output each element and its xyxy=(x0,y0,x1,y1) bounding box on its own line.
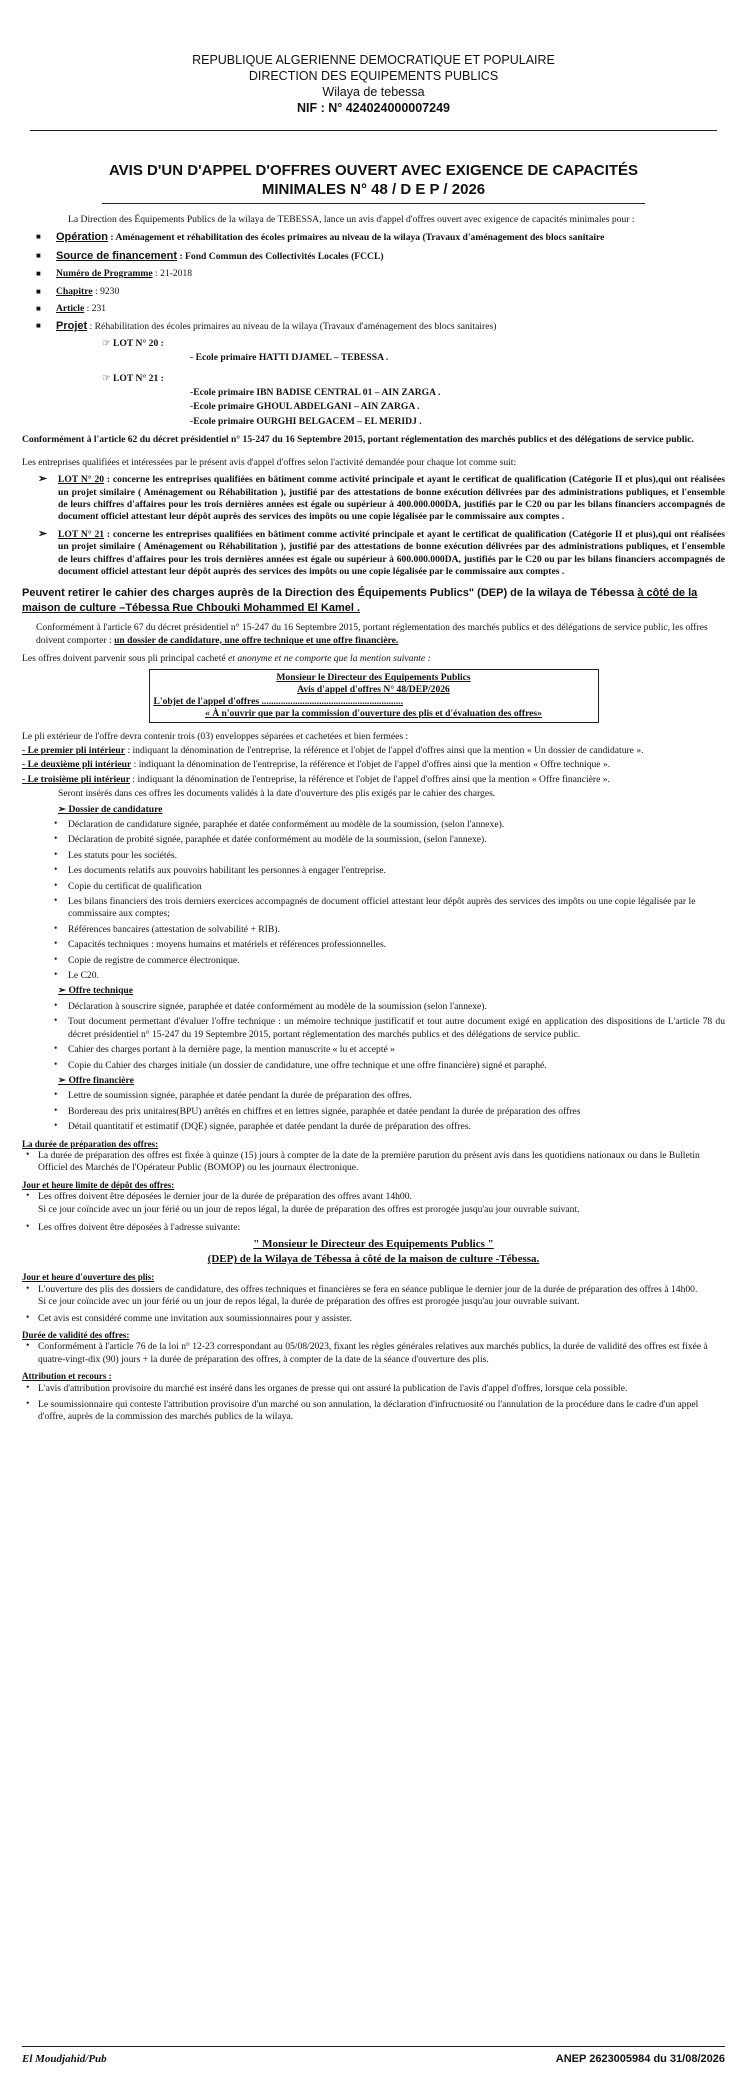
pli-3-text: : indiquant la dénomination de l'entreprise, la référence et l'objet de l'appel d'offres ainsi que la mention « Offre financière ». xyxy=(132,773,610,785)
retirer-text: Peuvent retirer le cahier des charges auprès de la Direction des Équipements Publics" (DEP) de la wilaya de Tébessa xyxy=(22,587,635,600)
article-value: : 231 xyxy=(86,303,107,315)
lot21-ecole-1: -Ecole primaire IBN BADISE CENTRAL 01 – AIN ZARGA . xyxy=(190,387,441,399)
box-line-2: Avis d'appel d'offres N° 48/DEP/2026 xyxy=(297,683,450,695)
dossier-item: • Copie de registre de commerce électronique. xyxy=(22,955,725,967)
dossier-item: • Copie du certificat de qualification xyxy=(22,881,725,893)
conformement-62: Conformément à l'article 62 du décret présidentiel n° 15-247 du 16 Septembre 2015, portant réglementation des marchés publics et des délégations de service public. xyxy=(22,434,694,446)
ouverture-text-3: • Cet avis est considéré comme une invitation aux soumissionnaires pour y assister. xyxy=(22,1313,725,1325)
validite-text: • Conformément à l'article 76 de la loi n° 12-23 correspondant au 05/08/2023, fixant les règles générales relatives aux marchés publics, la durée de validité des offres est fixée à quatre-vingt-dix (90) jours + la durée de préparation des offres, à compter de la date de la séance d'ouverture des plis. xyxy=(22,1341,725,1366)
footer-reference: ANEP 2623005984 du 31/08/2026 xyxy=(555,2053,725,2065)
parvenir-text: Les offres doivent parvenir sous pli principal cacheté xyxy=(22,653,226,665)
arrow-icon: ➢ xyxy=(58,803,67,815)
notice-title: AVIS D'UN D'APPEL D'OFFRES OUVERT AVEC EXIGENCE DE CAPACITÉS xyxy=(108,162,639,179)
technique-item: • Tout document permettant d'évaluer l'offre technique : un mémoire technique justificatif et tout autre document exigé en application des dispositions de L'article 78 du décret présidentiel n° 15-247 du 19 Septembre 2015, portant réglementation des marchés publics et des délégations de service public. xyxy=(22,1016,725,1041)
dossier-title: Dossier de candidature xyxy=(68,803,163,815)
dossier-item: • Les bilans financiers des trois derniers exercices accompagnés de document officiel attestant leur dépôt auprès des services des impôts ou une copie légalisée par le commissaire aux comptes; xyxy=(22,896,725,921)
ouverture-heading: Jour et heure d'ouverture des plis: xyxy=(22,1272,155,1283)
condition-lot20-text: : concerne les entreprises qualifiées en bâtiment comme activité principale et ayant le certificat de qualification (Catégorie II et plus),qui ont réalisées un projet similaire ( Aménagement ou Réhabilitation ), justifié par des attestations de bonne exécution délivrées par des administrations publiques, et l'ensemble de leurs chiffres d'affaires pour les trois dernières années est égale ou supérieur à 400.000.000DA, justifiés par le C20 ou par les bilans financiers accompagnés de document officiel attestant leur dépôt auprès des services des impôts ou une copie légalisée par le commissaire aux comptes . xyxy=(58,474,725,523)
condition-lot21-label: LOT N° 21 xyxy=(58,528,105,540)
notice-number: MINIMALES N° 48 / D E P / 2026 xyxy=(261,181,486,198)
ouverture-text-2: Si ce jour coïncide avec un jour férié ou un jour de repos légal, la durée de préparation des offres est prorogée jusqu'au jour ouvrable suivant. xyxy=(38,1296,580,1308)
conformement-67-text: Conformément à l'article 67 du décret présidentiel n° 15-247 du 16 Septembre 2015, portant réglementation des marchés publics et des délégations de service public, les offres doivent comporter : xyxy=(36,622,708,646)
dossier-item: • Le C20. xyxy=(22,970,725,982)
conformement-67 xyxy=(36,622,725,647)
document-header xyxy=(22,52,725,116)
entreprises-paragraph: Les entreprises qualifiées et intéressées par le présent avis d'appel d'offres selon l'activité demandée pour chaque lot comme suit: xyxy=(22,456,517,468)
page-footer xyxy=(22,2046,725,2065)
hand-pointer-icon: ☞ xyxy=(102,337,111,349)
programme-value: : 21-2018 xyxy=(155,268,193,280)
lot20-label: LOT N° 20 : xyxy=(113,337,164,349)
projet-value: : Réhabilitation des écoles primaires au niveau de la wilaya (Travaux d'aménagement des blocs sanitaires) xyxy=(89,321,497,333)
condition-lot21-text: : concerne les entreprises qualifiées en bâtiment comme activité principale et ayant le certificat de qualification (Catégorie II et plus),qui ont réalisées un projet similaire ( Aménagement ou Réhabilitation ), justifié par des attestations de bonne exécution délivrées par des administrations publiques, et l'ensemble de leurs chiffres d'affaires pour les trois dernières années est égale ou supérieur à 600.000.000DA, justifiés par le C20 ou par les bilans financiers accompagnés de document officiel attestant leur dépôt auprès des services des impôts ou une copie légalisée par le commissaire aux comptes . xyxy=(58,528,725,577)
dossier-item: • Déclaration de probité signée, paraphée et datée conformément au modèle de la soumission, (selon l'annexe). xyxy=(22,834,725,846)
attribution-heading: Attribution et recours : xyxy=(22,1371,112,1382)
depot-text-1: • Les offres doivent être déposées le dernier jour de la durée de préparation des offres avant 14h00. xyxy=(22,1191,725,1203)
projet-label: Projet xyxy=(56,320,88,333)
intro-paragraph: La Direction des Équipements Publics de la wilaya de TEBESSA, lance un avis d'appel d'offres ouvert avec exigence de capacités minimales pour : xyxy=(68,214,635,225)
header-republique: REPUBLIQUE ALGERIENNE DEMOCRATIQUE ET POPULAIRE xyxy=(192,53,555,67)
conformement-67-items: un dossier de candidature, une offre technique et une offre financière. xyxy=(114,634,399,646)
parvenir-italic: et anonyme et ne comporte que la mention suivante : xyxy=(228,653,431,665)
validite-heading: Durée de validité des offres: xyxy=(22,1330,130,1340)
financiere-item: • Bordereau des prix unitaires(BPU) arrêtés en chiffres et en lettres signée, paraphée et datée pendant la durée de préparation des offres xyxy=(22,1106,725,1118)
header-direction: DIRECTION DES EQUIPEMENTS PUBLICS xyxy=(248,69,499,83)
header-nif: NIF : N° 424024000007249 xyxy=(296,101,451,115)
depot-text-2: Si ce jour coïncide avec un jour férié ou un jour de repos légal, la durée de préparation des offres est prorogée jusqu'au jour ouvrable suivant. xyxy=(38,1203,580,1215)
technique-item: • Cahier des charges portant à la dernière page, la mention manuscrite « lu et accepté » xyxy=(22,1044,725,1056)
condition-lot20-label: LOT N° 20 xyxy=(58,474,105,486)
operation-line xyxy=(22,231,725,244)
adresse-line-2: (DEP) de la Wilaya de Tébessa à côté de la maison de culture -Tébessa. xyxy=(207,1253,540,1266)
pli-3 xyxy=(22,774,725,786)
arrow-icon: ➢ xyxy=(58,1074,67,1086)
box-line-4: « À n'ouvrir que par la commission d'ouverture des plis et d'évaluation des offres» xyxy=(205,707,542,719)
lot21-ecole-2: -Ecole primaire GHOUL ABDELGANI – AIN ZARGA . xyxy=(190,401,420,413)
lot20-ecole-1: - Ecole primaire HATTI DJAMEL – TEBESSA . xyxy=(190,352,389,364)
financiere-heading xyxy=(58,1075,725,1087)
dossier-item: • Capacités techniques : moyens humains et matériels et références professionnelles. xyxy=(22,939,725,951)
ouverture-text-1: • L'ouverture des plis des dossiers de candidature, des offres techniques et financières se fera en séance publique le dernier jour de la durée de préparation des offres à 14h00. xyxy=(22,1284,725,1296)
hand-pointer-icon: ☞ xyxy=(102,372,111,384)
pli-2-text: : indiquant la dénomination de l'entreprise, la référence et l'objet de l'appel d'offres ainsi que la mention « Offre technique ». xyxy=(133,759,611,771)
programme-label: Numéro de Programme xyxy=(56,268,153,280)
financiere-title: Offre financière xyxy=(68,1074,134,1086)
pli-1-text: : indiquant la dénomination de l'entreprise, la référence et l'objet de l'appel d'offres ainsi que la mention « Un dossier de candidature ». xyxy=(127,744,644,756)
pli-3-label: - Le troisième pli intérieur xyxy=(22,773,130,785)
pli-2-label: - Le deuxième pli intérieur xyxy=(22,759,132,771)
inseres-paragraph: Seront insérés dans ces offres les documents validés à la date d'ouverture des plis exigés par le cahier des charges. xyxy=(58,788,496,800)
box-line-1: Monsieur le Directeur des Equipements Publics xyxy=(276,671,471,683)
adresse-text: • Les offres doivent être déposées à l'adresse suivante: xyxy=(22,1222,725,1234)
chapitre-line xyxy=(22,286,725,298)
duree-prep-heading: La durée de préparation des offres: xyxy=(22,1138,159,1149)
retirer-paragraph xyxy=(22,586,725,616)
header-divider xyxy=(30,130,717,131)
duree-prep-text: • La durée de préparation des offres est fixée à quinze (15) jours à compter de la date de la première parution du présent avis dans les quotidiens nationaux ou dans le Bulletin Officiel des Marchés de l'Opérateur Public (BOMOP) ou les journaux électronique. xyxy=(22,1150,725,1175)
pli-2 xyxy=(22,759,725,771)
operation-label: Opération xyxy=(56,231,108,244)
attribution-text-2: • Le soumissionnaire qui conteste l'attribution provisoire d'un marché ou son annulation, la déclaration d'infructuosité ou l'annulation de la procédure dans le cadre d'un appel d'offre, auprès de la commission des marchés publics de la wilaya. xyxy=(22,1399,725,1424)
parvenir-paragraph xyxy=(22,653,725,665)
dossier-item: • Déclaration de candidature signée, paraphée et datée conformément au modèle de la soumission, (selon l'annexe). xyxy=(22,819,725,831)
condition-lot21 xyxy=(22,529,725,579)
financiere-item: • Détail quantitatif et estimatif (DQE) signée, paraphée et datée pendant la durée de préparation des offres. xyxy=(22,1121,725,1133)
article-label: Article xyxy=(56,303,85,315)
lot21-label: LOT N° 21 : xyxy=(113,372,164,384)
document-page xyxy=(22,10,725,2068)
pli-1 xyxy=(22,745,725,757)
chapitre-value: : 9230 xyxy=(95,285,120,297)
header-wilaya: Wilaya de tebessa xyxy=(322,85,425,99)
lot20-heading xyxy=(102,338,725,350)
depot-heading: Jour et heure limite de dépôt des offres: xyxy=(22,1179,175,1190)
technique-item: • Déclaration à souscrire signée, paraphée et datée conformément au modèle de la soumission (selon l'annexe). xyxy=(22,1001,725,1013)
technique-heading xyxy=(58,985,725,997)
financement-label: Source de financement xyxy=(56,249,178,262)
dossier-item: • Références bancaires (attestation de solvabilité + RIB). xyxy=(22,924,725,936)
operation-value: : Aménagement et réhabilitation des écoles primaires au niveau de la wilaya (Travaux d'aménagement des blocs sanitaire xyxy=(110,232,605,244)
condition-lot20 xyxy=(22,474,725,524)
footer-publisher: El Moudjahid/Pub xyxy=(22,2053,107,2065)
adresse-line-1: " Monsieur le Directeur des Equipements Publics " xyxy=(253,1238,494,1251)
pli-1-label: - Le premier pli intérieur xyxy=(22,744,126,756)
technique-title: Offre technique xyxy=(68,985,134,997)
chapitre-label: Chapitre xyxy=(56,285,93,297)
article-line xyxy=(22,303,725,315)
financiere-item: • Lettre de soumission signée, paraphée et datée pendant la durée de préparation des offres. xyxy=(22,1090,725,1102)
lot21-ecole-3: -Ecole primaire OURGHI BELGACEM – EL MERIDJ . xyxy=(190,415,422,427)
programme-line xyxy=(22,268,725,280)
dossier-heading xyxy=(58,804,725,816)
dossier-item: • Les statuts pour les sociétés. xyxy=(22,850,725,862)
attribution-text-1: • L'avis d'attribution provisoire du marché est inséré dans les organes de presse qui ont assuré la publication de l'avis d'appel d'offres, lorsque cela possible. xyxy=(22,1383,725,1395)
mention-box xyxy=(149,669,599,723)
dossier-item: • Les documents relatifs aux pouvoirs habilitant les personnes à engager l'entreprise. xyxy=(22,865,725,877)
retirer-lieu: à côté de la maison de culture –Tébessa Rue Chbouki Mohammed El Kamel . xyxy=(22,587,698,615)
box-line-3: L'objet de l'appel d'offres ........................................................... xyxy=(153,695,404,707)
enveloppes-paragraph: Le pli extérieur de l'offre devra contenir trois (03) enveloppes séparées et cachetées et bien fermées : xyxy=(22,730,409,742)
title-divider xyxy=(102,203,645,204)
financement-value: : Fond Commun des Collectivités Locales (FCCL) xyxy=(179,250,384,262)
lot21-heading xyxy=(102,373,725,385)
technique-item: • Copie du Cahier des charges initiale (un dossier de candidature, une offre technique et une offre financière) signé et paraphé. xyxy=(22,1060,725,1072)
financement-line xyxy=(22,250,725,263)
projet-line xyxy=(22,320,725,333)
arrow-icon: ➢ xyxy=(58,985,67,997)
